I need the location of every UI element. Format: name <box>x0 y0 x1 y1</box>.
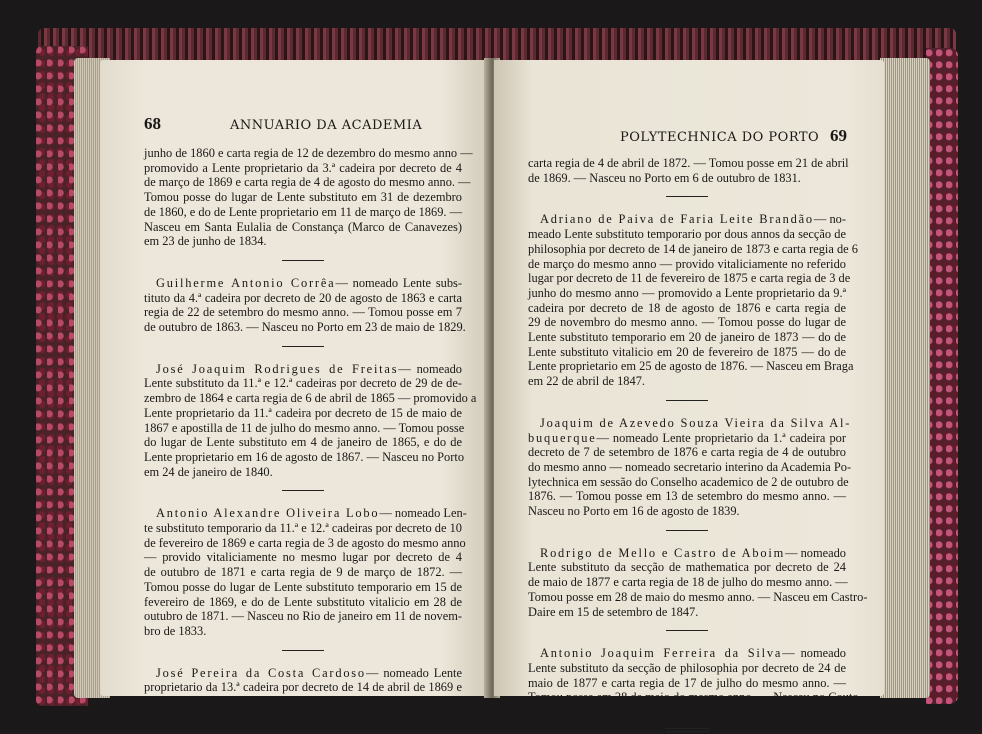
text-line: de fevereiro de 1869 e carta regia de 3 de agosto do mesmo anno <box>144 535 466 550</box>
text-line: 1867 e apostilla de 11 de julho do mesmo anno. — Tomou posse <box>144 420 465 435</box>
text-line: te substituto temporario da 11.ª e 12.ª cadeiras por decreto de 10 <box>144 521 462 536</box>
text-line: — nomeado <box>398 361 462 376</box>
text-line: maio de 1877 e carta regia de 17 de julho do mesmo anno. — <box>528 675 846 690</box>
entry-first-line <box>144 276 462 291</box>
text-column <box>144 146 477 695</box>
separator-rule <box>666 630 708 631</box>
entry-first-line <box>528 212 846 227</box>
entry-first-line <box>144 506 467 521</box>
text-line: outubro de 1871. — Nasceu no Rio de janeiro em 11 de novem- <box>144 609 462 624</box>
separator-rule <box>282 650 324 651</box>
text-line: de 1869. — Nasceu no Porto em 6 de outubro de 1831. <box>528 170 801 185</box>
text-line: Tomou posse do lugar de Lente substituto temporario em 15 de <box>144 579 462 594</box>
text-line: — nomeado <box>785 545 846 560</box>
text-line: regia de 22 de setembro do mesmo anno. — Tomou posse em 7 <box>144 305 462 320</box>
text-line: Lente substituto da secção de philosophia por decreto de 24 de <box>528 660 846 675</box>
biography-entry <box>528 646 859 720</box>
text-line: 1876. — Tomou posse em 13 de setembro do mesmo anno. — <box>528 489 846 504</box>
text-line: lugar por decreto de 11 de fevereiro de 1875 e carta regia de 3 de <box>528 271 851 286</box>
page-number: 68 <box>144 114 161 133</box>
text-line: de Cucujães (Oliveira de Azemeis) em 28 de julho de 1853. <box>528 705 824 720</box>
text-line: Lente substituto temporario em 20 de janeiro de 1873 — do de <box>528 330 846 345</box>
text-line: 29 de novembro do mesmo anno. — Tomou posse do lugar de <box>528 315 846 330</box>
text-line: Lente proprietario em 16 de agosto de 1867. — Nasceu no Porto <box>144 449 465 464</box>
right-page <box>494 60 884 720</box>
biography-entry <box>144 361 477 480</box>
separator-rule <box>666 196 708 197</box>
text-line: Tomou posse do lugar de Lente substituto em 31 de dezembro <box>144 190 462 205</box>
text-line: em 24 de janeiro de 1840. <box>144 464 273 479</box>
text-line: Tomou posse em 28 de maio do mesmo anno. — Nasceu em Castro- <box>528 589 868 604</box>
text-line: Lente substituto vitalicio em 20 de fevereiro de 1875 — do de <box>528 344 846 359</box>
text-line: — nomeado Lente <box>365 665 462 680</box>
biography-entry <box>528 545 868 620</box>
biography-entry <box>528 156 849 185</box>
text-line: — nomeado Len- <box>379 506 467 521</box>
rule-line <box>665 731 709 732</box>
rule-line <box>665 728 709 729</box>
text-line: philosophia por decreto de 14 de janeiro de 1873 e carta regia de 6 <box>528 241 858 256</box>
person-name-continued: buquerque <box>528 430 597 445</box>
text-line: Nasceu em Santa Eulalia de Constança (Marco de Canavezes) <box>144 219 462 234</box>
person-name: Rodrigo de Mello e Castro de Aboim <box>540 545 786 560</box>
separator-rule <box>666 530 708 531</box>
text-line: Lente substituto da secção de mathematica por decreto de 24 <box>528 560 846 575</box>
text-line: Lente substituto da 11.ª e 12.ª cadeiras por decreto de 29 de de- <box>144 376 462 391</box>
person-name: José Pereira da Costa Cardoso <box>156 665 366 680</box>
text-line: de maio de 1877 e carta regia de 18 de julho do mesmo anno. — <box>528 575 848 590</box>
biography-entry <box>144 666 462 695</box>
text-line: decreto de 7 de setembro de 1876 e carta regia de 4 de outubro <box>528 445 846 460</box>
page-number: 69 <box>830 126 847 145</box>
text-line: do lugar de Lente substituto em 4 de janeiro de 1865, e do de <box>144 435 462 450</box>
text-line: — no- <box>813 212 846 227</box>
text-line: de outubro de 1863. — Nasceu no Porto em 23 de maio de 1829. <box>144 320 466 335</box>
text-line: meado Lente substituto temporario por dous annos da secção de <box>528 227 846 242</box>
text-line: lytechnica em sessão do Conselho academico de 2 de outubro de <box>528 474 849 489</box>
running-head: POLYTECHNICA DO PORTO <box>620 130 820 145</box>
right-marbled-cover <box>926 48 958 704</box>
biography-entry <box>144 146 473 249</box>
biography-entry <box>144 275 466 335</box>
biography-entry <box>144 506 467 638</box>
text-line: Tomou posse em 28 de maio do mesmo anno. — Nasceu no Couto <box>528 690 859 705</box>
text-line: — nomeado Lente proprietario da 1.ª cadeira por <box>596 430 846 445</box>
text-line: — nomeado <box>782 646 846 661</box>
separator-rule <box>282 346 324 347</box>
entry-first-line <box>528 646 846 661</box>
text-line: cadeira por decreto de 18 de agosto de 1876 e carta regia de <box>528 300 846 315</box>
text-line: Lente proprietario da 11.ª cadeira por decreto de 15 de maio de <box>144 405 462 420</box>
running-head: ANNUARIO DA ACADEMIA <box>230 118 423 133</box>
separator-rule <box>666 400 708 401</box>
biography-entry <box>528 212 858 389</box>
person-name: Guilherme Antonio Corrêa <box>156 275 336 290</box>
text-line: proprietario da 13.ª cadeira por decreto de 14 de abril de 1869 e <box>144 680 462 695</box>
text-line: junho de 1860 e carta regia de 12 de dezembro do mesmo anno — <box>144 146 473 160</box>
text-line: zembro de 1864 e carta regia de 6 de abril de 1865 — promovido a <box>144 391 477 406</box>
text-line: — provido vitaliciamente no mesmo lugar por decreto de 4 <box>144 550 462 565</box>
entry-first-line <box>144 362 462 377</box>
text-line: tituto da 4.ª cadeira por decreto de 20 de agosto de 1863 e carta <box>144 290 462 305</box>
text-line: do mesmo anno — nomeado secretario interino da Academia Po- <box>528 459 852 474</box>
separator-rule <box>282 490 324 491</box>
text-line: Lente proprietario em 25 de agosto de 1876. — Nasceu em Braga <box>528 359 854 374</box>
entry-first-line <box>144 666 462 681</box>
separator-rule <box>282 260 324 261</box>
person-name: Adriano de Paiva de Faria Leite Brandão <box>540 212 814 227</box>
text-line: — nomeado Lente subs- <box>335 275 463 290</box>
text-line: Daire em 15 de setembro de 1847. <box>528 604 699 619</box>
text-column <box>528 156 868 734</box>
text-line: de 1860, e do de Lente proprietario em 11 de março de 1869. — <box>144 204 462 219</box>
person-name: Joaquim de Azevedo Souza Vieira da Silva Al- <box>540 415 852 430</box>
entry-second-line <box>528 431 846 446</box>
text-line: de outubro de 1871 e carta regia de 9 de março de 1872. — <box>144 565 462 580</box>
right-page-edges <box>880 58 930 698</box>
text-line: carta regia de 4 de abril de 1872. — Tomou posse em 21 de abril <box>528 156 849 170</box>
text-line: promovido a Lente proprietario da 3.ª cadeira por decreto de 4 <box>144 160 462 175</box>
text-line: de março de 1869 e carta regia de 4 de agosto do mesmo anno. — <box>144 175 471 190</box>
person-name: Antonio Alexandre Oliveira Lobo <box>156 506 380 521</box>
entry-first-line <box>528 546 846 561</box>
text-line: junho do mesmo anno — promovido a Lente proprietario da 9.ª <box>528 285 846 300</box>
biography-entry <box>528 415 852 519</box>
text-line: Nasceu no Porto em 16 de agosto de 1839. <box>528 504 740 519</box>
text-line: em 23 de junho de 1834. <box>144 234 267 249</box>
text-line: de março do mesmo anno — provido vitaliciamente no referido <box>528 256 846 271</box>
person-name: Antonio Joaquim Ferreira da Silva <box>540 646 783 661</box>
text-line: bro de 1833. <box>144 623 207 638</box>
person-name: José Joaquim Rodrigues de Freitas <box>156 361 399 376</box>
text-line: em 22 de abril de 1847. <box>528 374 645 389</box>
left-page <box>100 60 488 696</box>
text-line: fevereiro de 1869, e do de Lente substituto vitalicio em 28 de <box>144 594 462 609</box>
